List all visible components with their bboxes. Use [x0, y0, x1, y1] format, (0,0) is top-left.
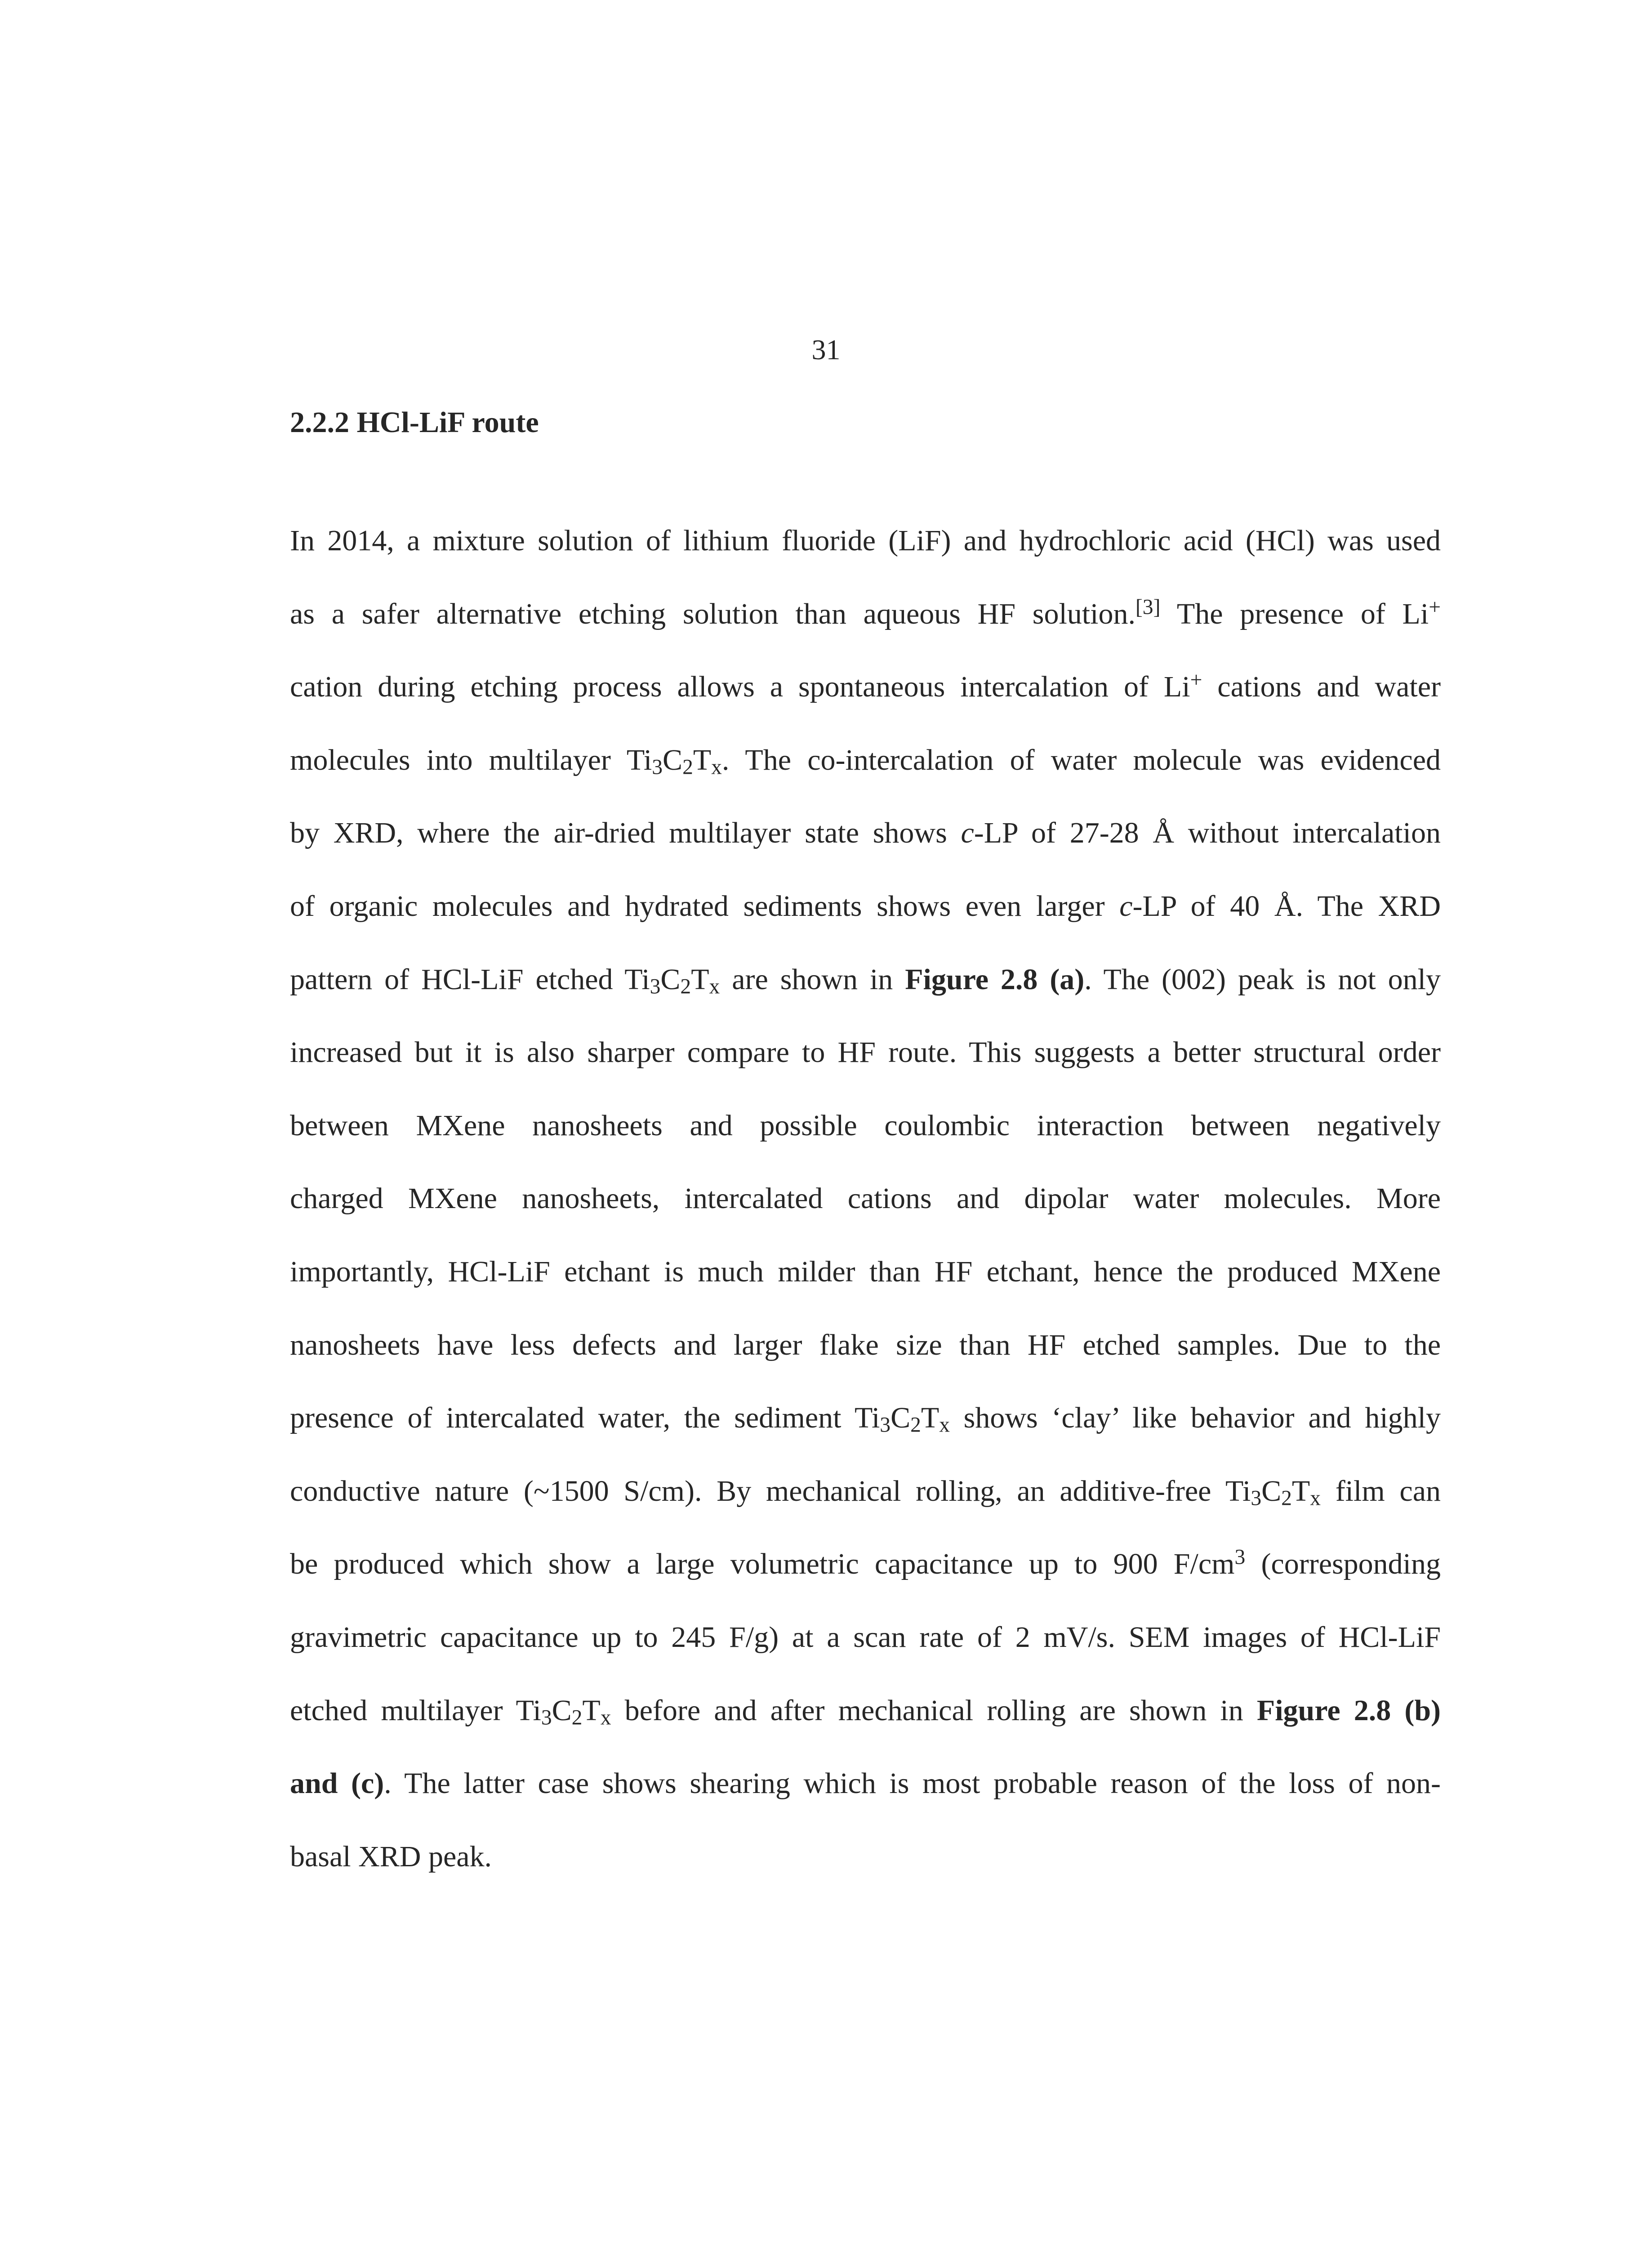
text-line: nanosheets have less defects and larger flake size than HF etched samples. Due to the — [290, 1328, 1441, 1361]
text-line: of organic molecules and hydrated sediments shows even larger c-LP of 40 Å. The XRD — [290, 889, 1441, 923]
text-line: conductive nature (~1500 S/cm). By mechanical rolling, an additive-free $Ti_3C_2T_x$ film can — [290, 1474, 1441, 1510]
text-line: importantly, HCl-LiF etchant is much milder than HF etchant, hence the produced MXene — [290, 1255, 1441, 1288]
text-line: be produced which show a large volumetric capacitance up to 900 $F/cm^3$ (corresponding — [290, 1545, 1441, 1581]
text-line: cation during etching process allows a spontaneous intercalation of Li+ cations and water — [290, 668, 1441, 704]
section-heading: 2.2.2 HCl-LiF route — [290, 406, 539, 439]
text-line: gravimetric capacitance up to 245 F/g) at a scan rate of 2 mV/s. SEM images of HCl-LiF — [290, 1620, 1441, 1654]
page-number: 31 — [811, 334, 841, 366]
text-line: by XRD, where the air-dried multilayer state shows c-LP of 27-28 Å without intercalation — [290, 816, 1441, 850]
text-line: In 2014, a mixture solution of lithium fluoride (LiF) and hydrochloric acid (HCl) was used — [290, 524, 1441, 557]
body-paragraph — [290, 504, 1441, 1893]
text-line: pattern of HCl-LiF etched $Ti_3C_2T_x$ are shown in Figure 2.8 (a). The (002) peak is not only — [290, 963, 1441, 999]
text-line: charged MXene nanosheets, intercalated cations and dipolar water molecules. More — [290, 1182, 1441, 1215]
text-line: basal XRD peak. — [290, 1840, 492, 1873]
text-line: increased but it is also sharper compare to HF route. This suggests a better structural order — [290, 1036, 1441, 1069]
text-line: presence of intercalated water, the sediment $Ti_3C_2T_x$ shows ‘clay’ like behavior and highly — [290, 1401, 1441, 1437]
text-line: between MXene nanosheets and possible coulombic interaction between negatively — [290, 1109, 1441, 1142]
text-line: molecules into multilayer $Ti_3C_2T_x$. The co-intercalation of water molecule was evidenced — [290, 743, 1441, 779]
text-line: as a safer alternative etching solution than aqueous HF solution.[3] The presence of Li+ — [290, 595, 1441, 630]
text-line: and (c). The latter case shows shearing which is most probable reason of the loss of non- — [290, 1767, 1441, 1800]
text-line: etched multilayer $Ti_3C_2T_x$ before and after mechanical rolling are shown in Figure 2.8 (b) — [290, 1694, 1441, 1729]
